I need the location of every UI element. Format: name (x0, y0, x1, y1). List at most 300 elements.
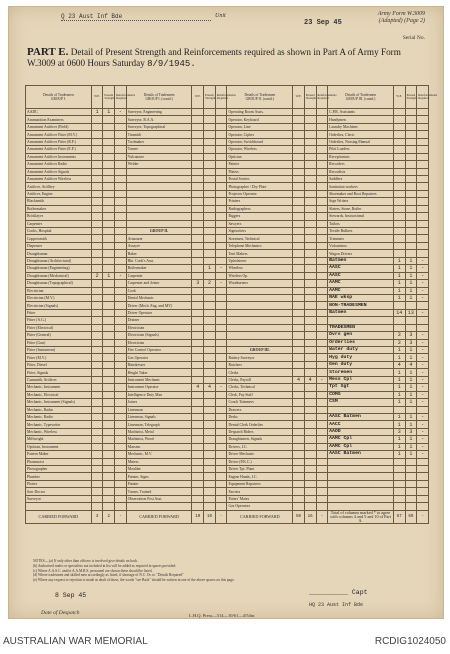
reinforcements-cell (115, 228, 127, 235)
we-cell (91, 495, 103, 502)
present-strength-cell (103, 428, 115, 435)
trade-cell (328, 503, 394, 510)
we-cell (91, 294, 103, 301)
reinforcements-cell: - (316, 376, 328, 383)
we-cell (192, 443, 204, 450)
reinforcements-cell: - (417, 428, 429, 435)
we-cell: 1 (393, 399, 405, 406)
present-strength-cell (204, 250, 216, 257)
reinforcements-cell (215, 339, 227, 346)
present-strength-cell (304, 153, 316, 160)
trade-cell: Hairdresser (126, 361, 192, 368)
present-strength-cell (405, 302, 417, 309)
we-cell (192, 294, 204, 301)
present-strength-cell (405, 190, 417, 197)
reinforcements-cell (215, 257, 227, 264)
table-row (26, 235, 429, 242)
trade-cell: Operator, Line (227, 123, 293, 130)
present-strength-cell (204, 428, 216, 435)
present-strength-cell (304, 250, 316, 257)
we-cell (192, 175, 204, 182)
present-strength-cell (304, 391, 316, 398)
trade-cell: Printers (227, 198, 293, 205)
we-cell (192, 183, 204, 190)
reinforcements-cell (115, 495, 127, 502)
signature: __________ Capt (309, 589, 368, 596)
reinforcements-cell (316, 466, 328, 473)
trade-cell (26, 503, 92, 510)
we-cell (293, 324, 305, 331)
we-cell (192, 332, 204, 339)
trade-cell: Wireless Op. (227, 272, 293, 279)
table-row (26, 183, 429, 190)
we-cell (293, 399, 305, 406)
trade-cell: Sanitation workers (328, 183, 394, 190)
trade-cell: Batmen (328, 257, 394, 264)
trade-cell: Operator, Cipher (227, 131, 293, 138)
reinforcements-cell (115, 324, 127, 331)
column-header-trade (227, 86, 293, 109)
reinforcements-cell (115, 257, 127, 264)
we-cell (192, 495, 204, 502)
present-strength-cell (204, 109, 216, 116)
present-strength-cell (405, 153, 417, 160)
reinforcements-cell (316, 220, 328, 227)
trade-cell: AADC (26, 109, 92, 116)
reinforcements-cell (417, 131, 429, 138)
present-strength-cell (103, 421, 115, 428)
reinforcements-cell (316, 324, 328, 331)
reinforcements-cell: - (417, 272, 429, 279)
present-strength-cell (204, 399, 216, 406)
present-strength-cell (103, 451, 115, 458)
table-row (26, 503, 429, 510)
reinforcements-cell (417, 406, 429, 413)
we-cell (91, 138, 103, 145)
we-cell (192, 257, 204, 264)
trade-cell: RAE wksp (328, 294, 394, 301)
trade-cell: Sawyers (227, 220, 293, 227)
we-cell (393, 116, 405, 123)
reinforcements-cell (115, 205, 127, 212)
trade-cell: Driver (P.K.C.) (227, 458, 293, 465)
trade-cell: Draughtsman (Engineering) (26, 265, 92, 272)
trade-cell: Carpenter and Joiner (126, 280, 192, 287)
trade-cell: Gunsmith, Artificer (26, 376, 92, 383)
trade-cell: Despatch Riders (227, 428, 293, 435)
we-cell (192, 272, 204, 279)
we-cell: 1 (393, 391, 405, 398)
reinforcements-cell (215, 190, 227, 197)
we-cell (91, 198, 103, 205)
present-strength-cell (103, 317, 115, 324)
we-cell (293, 488, 305, 495)
reinforcements-cell: - (215, 384, 227, 391)
we-cell (192, 451, 204, 458)
reinforcements-cell (316, 116, 328, 123)
present-strength-cell (103, 399, 115, 406)
present-strength-cell: 1 (405, 354, 417, 361)
reinforcements-cell (316, 413, 328, 420)
present-strength-cell (103, 391, 115, 398)
reinforcements-cell (316, 131, 328, 138)
trade-cell: Instrument Operator (126, 384, 192, 391)
we-cell: 1 (393, 376, 405, 383)
we-cell (192, 228, 204, 235)
trade-cell: Dispenser (26, 242, 92, 249)
reinforcements-cell (115, 376, 127, 383)
reinforcements-cell (316, 198, 328, 205)
reinforcements-cell: - (417, 421, 429, 428)
trade-cell: Electrician (Signals) (126, 332, 192, 339)
header-group-label: GROUP III. (contd.) (345, 97, 376, 101)
we-cell (293, 146, 305, 153)
trade-cell (227, 302, 293, 309)
trade-cell: COMS (328, 391, 394, 398)
trade-cell: Mechanic, Instrument (26, 384, 92, 391)
present-strength-cell (405, 466, 417, 473)
trade-cell: GROUP II. (126, 228, 192, 235)
carried-forward-value: 10 (204, 510, 216, 523)
present-strength-cell (103, 280, 115, 287)
trade-cell: Orderlies, Nursing Manual (328, 138, 394, 145)
present-strength-cell (204, 413, 216, 420)
trade-cell: Drainer (126, 317, 192, 324)
present-strength-cell (103, 220, 115, 227)
strength-table (25, 85, 438, 524)
trade-cell: Fitter (26, 309, 92, 316)
we-cell: 1 (393, 280, 405, 287)
we-cell (91, 220, 103, 227)
trade-cell: Miners (126, 458, 192, 465)
reinforcements-cell (115, 421, 127, 428)
we-cell (91, 451, 103, 458)
reinforcements-cell (215, 138, 227, 145)
we-cell (91, 309, 103, 316)
we-cell (393, 175, 405, 182)
table-row (26, 354, 429, 361)
trade-cell: Clerks, Technical (227, 384, 293, 391)
reinforcements-cell (215, 272, 227, 279)
we-cell (192, 190, 204, 197)
reinforcements-cell (115, 317, 127, 324)
reinforcements-cell (115, 146, 127, 153)
present-strength-cell (103, 369, 115, 376)
present-strength-cell (103, 183, 115, 190)
we-cell (192, 205, 204, 212)
table-row (26, 391, 429, 398)
we-cell (91, 428, 103, 435)
reinforcements-cell: - (417, 354, 429, 361)
reinforcements-cell (215, 495, 227, 502)
we-cell (192, 198, 204, 205)
we-cell (91, 317, 103, 324)
we-cell (192, 235, 204, 242)
present-strength-cell (304, 294, 316, 301)
trade-cell: AAMC Cpl (328, 436, 394, 443)
present-strength-cell (204, 242, 216, 249)
trade-cell: Orderlies (328, 339, 394, 346)
reinforcements-cell (215, 205, 227, 212)
we-cell (393, 198, 405, 205)
table-row (26, 250, 429, 257)
present-strength-cell (304, 473, 316, 480)
column-header-reinforcements: Reinforcements Required (115, 86, 127, 109)
trade-cell (126, 213, 192, 220)
we-cell (293, 287, 305, 294)
trade-cell (126, 220, 192, 227)
trade-cell (126, 190, 192, 197)
date-stamp: 23 Sep 45 (304, 19, 342, 27)
reinforcements-cell (215, 294, 227, 301)
present-strength-cell (103, 265, 115, 272)
reinforcements-cell (316, 443, 328, 450)
trade-cell: Joiner (126, 399, 192, 406)
we-cell: 1 (393, 443, 405, 450)
we-cell (293, 257, 305, 264)
reinforcements-cell (215, 473, 227, 480)
trade-cell: Cooks, Hospital (26, 228, 92, 235)
table-row (26, 161, 429, 168)
present-strength-cell (405, 205, 417, 212)
present-strength-cell (304, 131, 316, 138)
present-strength-cell (304, 384, 316, 391)
trade-cell: AAOD (328, 428, 394, 435)
reinforcements-cell: - (417, 361, 429, 368)
part-date: 8/9/1945. (147, 59, 196, 69)
we-cell (91, 280, 103, 287)
trade-cell: Shoemaker and Boot Repairers (328, 190, 394, 197)
trade-cell (126, 168, 192, 175)
trade-cell (328, 473, 394, 480)
we-cell (393, 161, 405, 168)
trade-cell: Surveyor, R.A.A. (126, 116, 192, 123)
we-cell (293, 354, 305, 361)
trade-cell: Cook (126, 287, 192, 294)
trade-cell: AAMC (328, 287, 394, 294)
present-strength-cell: 1 (405, 376, 417, 383)
present-strength-cell (204, 406, 216, 413)
table-row (26, 384, 429, 391)
reinforcements-cell: - (115, 109, 127, 116)
present-strength-cell (103, 161, 115, 168)
table-row (26, 138, 429, 145)
present-strength-cell (304, 220, 316, 227)
present-strength-cell (304, 413, 316, 420)
reinforcements-cell: - (417, 413, 429, 420)
we-cell (192, 242, 204, 249)
reinforcements-cell (215, 146, 227, 153)
we-cell (293, 175, 305, 182)
present-strength-cell (304, 175, 316, 182)
we-cell (91, 302, 103, 309)
we-cell (91, 242, 103, 249)
trade-cell: Photographer (26, 466, 92, 473)
we-cell (192, 153, 204, 160)
reinforcements-cell (417, 161, 429, 168)
we-cell: 1 (393, 294, 405, 301)
present-strength-cell: 3 (405, 332, 417, 339)
present-strength-cell (204, 272, 216, 279)
reinforcements-cell (115, 309, 127, 316)
reinforcements-cell (316, 406, 328, 413)
present-strength-cell: 1 (405, 391, 417, 398)
we-cell (91, 503, 103, 510)
present-strength-cell (304, 183, 316, 190)
reinforcements-cell (115, 466, 127, 473)
trade-cell: Fitter (Gun) (26, 339, 92, 346)
reinforcements-cell (215, 317, 227, 324)
we-cell (192, 436, 204, 443)
reinforcements-cell (115, 280, 127, 287)
we-cell (293, 168, 305, 175)
present-strength-cell (204, 495, 216, 502)
present-strength-cell: 13 (405, 309, 417, 316)
present-strength-cell (103, 302, 115, 309)
reinforcements-cell (215, 198, 227, 205)
we-cell (192, 109, 204, 116)
trade-cell: NON-TRADESMEN (328, 302, 394, 309)
trade-cell: Dvrs gen (328, 332, 394, 339)
trade-cell: Platers (227, 168, 293, 175)
we-cell (293, 183, 305, 190)
trade-cell: Fitter (General) (26, 332, 92, 339)
trade-cell: Artificer, Engine (26, 190, 92, 197)
we-cell (293, 280, 305, 287)
reinforcements-cell (115, 443, 127, 450)
reinforcements-cell (417, 503, 429, 510)
trade-cell: Operating Room Assts. (227, 109, 293, 116)
reinforcements-cell (316, 369, 328, 376)
trade-cell: Painter (126, 480, 192, 487)
reinforcements-cell (215, 220, 227, 227)
trade-cell: Mechanic, Instrument (Signals) (26, 399, 92, 406)
present-strength-cell (204, 488, 216, 495)
present-strength-cell (204, 302, 216, 309)
we-cell (91, 146, 103, 153)
we-cell: 4 (192, 384, 204, 391)
present-strength-cell: 1 (405, 294, 417, 301)
trade-cell: Machinist, Wood (126, 436, 192, 443)
we-cell (393, 466, 405, 473)
trade-cell: Armament Artificer (Field) (26, 123, 92, 130)
carried-forward-value: 16 (304, 510, 316, 523)
we-cell (91, 228, 103, 235)
we-cell (293, 428, 305, 435)
present-strength-cell (103, 250, 115, 257)
present-strength-cell: 4 (204, 384, 216, 391)
we-cell (393, 190, 405, 197)
we-cell (393, 235, 405, 242)
carried-forward-value: - (316, 510, 328, 523)
trade-cell (227, 309, 293, 316)
present-strength-cell (304, 339, 316, 346)
present-strength-cell (304, 123, 316, 130)
present-strength-cell (405, 213, 417, 220)
we-cell (91, 361, 103, 368)
present-strength-cell: 1 (405, 413, 417, 420)
we-cell (192, 376, 204, 383)
we-cell (192, 123, 204, 130)
present-strength-cell: 1 (103, 272, 115, 279)
we-cell (91, 354, 103, 361)
column-header-we: W.E. (192, 86, 204, 109)
table-row (26, 153, 429, 160)
trade-cell: Draughtsmen, Signals (227, 436, 293, 443)
trade-cell: Signwriters (227, 228, 293, 235)
present-strength-cell (204, 347, 216, 354)
we-cell (192, 354, 204, 361)
present-strength-cell: 1 (405, 421, 417, 428)
reinforcements-cell (316, 228, 328, 235)
reinforcements-cell (115, 235, 127, 242)
present-strength-cell (304, 228, 316, 235)
present-strength-cell (405, 317, 417, 324)
reinforcements-cell (115, 480, 127, 487)
present-strength-cell (103, 123, 115, 130)
we-cell (192, 347, 204, 354)
present-strength-cell (405, 235, 417, 242)
despatch-date: 8 Sep 45 (55, 592, 87, 599)
present-strength-cell: 1 (103, 109, 115, 116)
table-row (26, 146, 429, 153)
trade-cell: Bkt. Cook's Asst. (126, 257, 192, 264)
present-strength-cell (405, 175, 417, 182)
trade-cell: Dental Mechanic (126, 294, 192, 301)
trade-cell: Carpenter (126, 272, 192, 279)
present-strength-cell (103, 242, 115, 249)
reinforcements-cell (215, 213, 227, 220)
present-strength-cell (405, 183, 417, 190)
we-cell (91, 376, 103, 383)
reinforcements-cell (316, 317, 328, 324)
trade-cell: Assayer (126, 242, 192, 249)
header-group-label: GROUP II. (contd.) (245, 97, 275, 101)
carried-forward-value: - (417, 510, 429, 523)
present-strength-cell (304, 421, 316, 428)
we-cell (91, 480, 103, 487)
reinforcements-cell (316, 294, 328, 301)
we-cell (192, 421, 204, 428)
trade-cell (328, 495, 394, 502)
reinforcements-cell (316, 495, 328, 502)
trade-cell: Riggers (227, 213, 293, 220)
we-cell: 3 (393, 339, 405, 346)
column-header-we: W.E. (91, 86, 103, 109)
we-cell (393, 480, 405, 487)
table-row (26, 361, 429, 368)
trade-cell (328, 488, 394, 495)
trade-cell: Linesman, Signals (126, 413, 192, 420)
reinforcements-cell (316, 213, 328, 220)
present-strength-cell (103, 458, 115, 465)
present-strength-cell: 1 (405, 257, 417, 264)
trade-cell: Electrician (26, 287, 92, 294)
present-strength-cell (103, 257, 115, 264)
we-cell (91, 443, 103, 450)
we-cell (393, 183, 405, 190)
reinforcements-cell (417, 183, 429, 190)
trade-cell: Armament Artificer Fitter (R.F.) (26, 138, 92, 145)
reinforcements-cell (115, 347, 127, 354)
we-cell (192, 361, 204, 368)
table-row (26, 413, 429, 420)
present-strength-cell (103, 138, 115, 145)
present-strength-cell: 1 (405, 369, 417, 376)
present-strength-cell (204, 332, 216, 339)
table-row (26, 213, 429, 220)
reinforcements-cell (417, 480, 429, 487)
